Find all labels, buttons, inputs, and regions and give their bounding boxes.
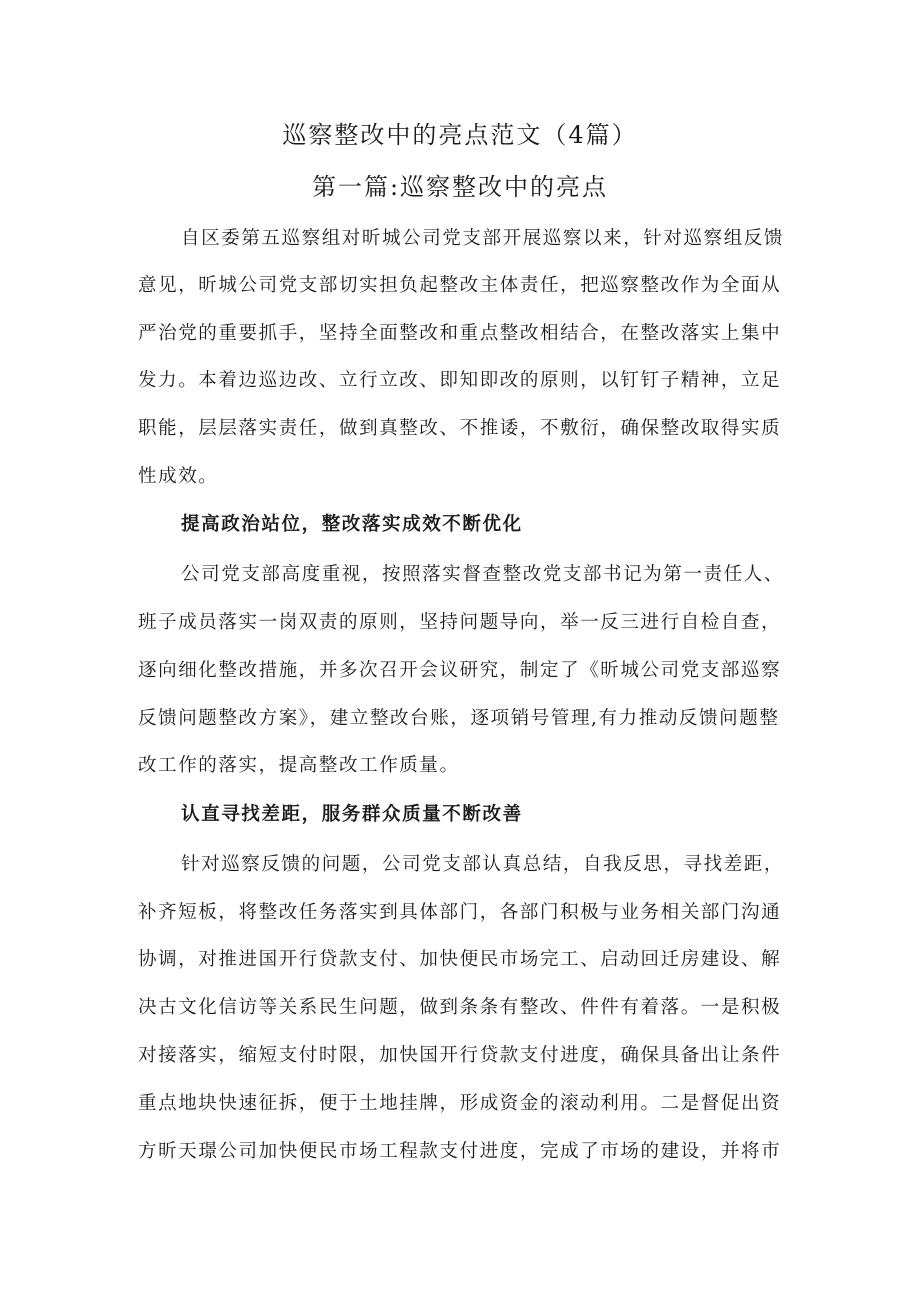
paragraph-line: 决古文化信访等关系民生问题，做到条条有整改、件件有着落。一是积极 [138, 997, 782, 1018]
paragraph-line: 公司党支部高度重视，按照落实督查整改党支部书记为第一责任人、 [181, 564, 785, 585]
paragraph-line: 补齐短板，将整改任务落实到具体部门，各部门积极与业务相关部门沟通 [138, 902, 782, 923]
paragraph-line: 重点地块快速征拆，便于土地挂牌，形成资金的滚动利用。二是督促出资 [138, 1093, 782, 1114]
paragraph-line: 严治党的重要抓手，坚持全面整改和重点整改相结合，在整改落实上集中 [138, 323, 782, 344]
paragraph-line: 职能，层层落实责任，做到真整改、不推诿，不敷衍，确保整改取得实质 [138, 418, 782, 439]
paragraph-line: 反馈问题整改方案》，建立整改台账，逐项销号管理,有力推动反馈问题整 [138, 708, 780, 729]
paragraph-line: 发力。本着边巡边改、立行立改、即知即改的原则，以钉钉子精神，立足 [138, 370, 782, 391]
paragraph-line: 改工作的落实，提高整改工作质量。 [138, 755, 460, 776]
section-title: 第一篇:巡察整改中的亮点 [311, 173, 609, 201]
paragraph-line: 自区委第五巡察组对昕城公司党支部开展巡察以来，针对巡察组反馈 [181, 228, 785, 249]
section-heading: 提高政治站位，整改落实成效不断优化 [181, 514, 523, 535]
paragraph-line: 协调，对推进国开行贷款支付、加快便民市场完工、启动回迁房建设、解 [138, 949, 782, 970]
paragraph-line: 班子成员落实一岗双责的原则，坚持问题导向，举一反三进行自检自查， [138, 612, 782, 633]
section-heading: 认直寻找差距，服务群众质量不断改善 [181, 804, 523, 825]
paragraph-line: 对接落实，缩短支付时限，加快国开行贷款支付进度，确保具备出让条件 [138, 1045, 782, 1066]
paragraph-line: 针对巡察反馈的问题，公司党支部认真总结，自我反思，寻找差距， [181, 854, 785, 875]
paragraph-line: 逐向细化整改措施，并多次召开会议研究，制定了《昕城公司党支部巡察 [138, 660, 782, 681]
document-title: 巡察整改中的亮点范文（4篇） [282, 121, 638, 149]
paragraph-line: 方昕天璟公司加快便民市场工程款支付进度，完成了市场的建设，并将市 [138, 1141, 782, 1162]
paragraph-line: 意见，昕城公司党支部切实担负起整改主体责任，把巡察整改作为全面从 [138, 275, 782, 296]
paragraph-line: 性成效。 [138, 466, 219, 487]
